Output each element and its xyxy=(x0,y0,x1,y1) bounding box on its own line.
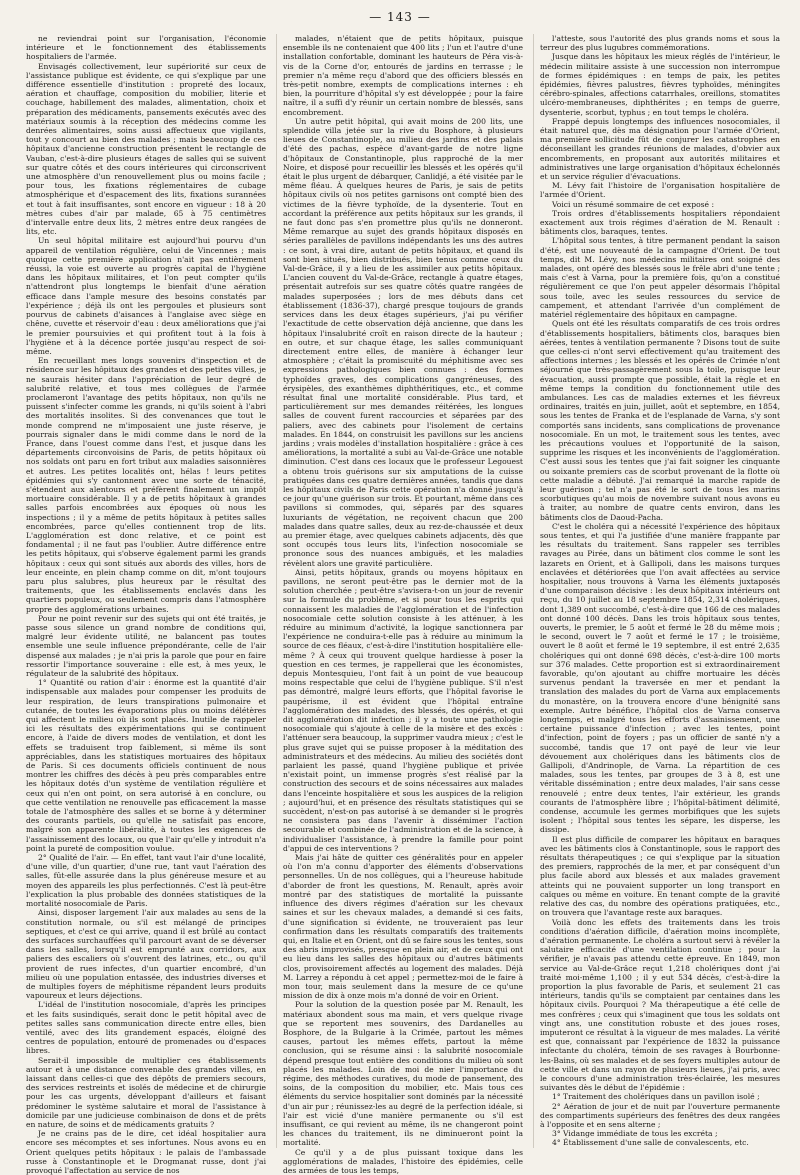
paragraph: Mais j'ai hâte de quitter ces généralités pour en appeler où l'on m'a connu d'apporter des éléments d'observations personnelles. Un de nos collègues, qui a l'heureuse habitude d'aborder de front les questions, M. Renault, après avoir montré par des statistiques de mortalité la puissante influence des divers régimes d'aération sur les chevaux saines et sur les chevaux malades, a demandé si ces faits, d'une signification si évidente, ne trouveraient pas leur confirmation dans les résultats comparatifs des traitements qui, en Italie et en Orient, ont dû se faire sous les tentes, sous des abris improvisés, presque en plein air, et de ceux qui ont eu lieu dans les salles des hôpitaux ou d'autres bâtiments clos, provisoirement affectés au logement des malades. Déjà M. Larrey a répondu à cet appel ; permettez-moi de le faire à mon tour, mais seulement dans la mesure de ce qu'une mission de dix à onze mois m'a donné de voir en Orient. xyxy=(283,853,523,1001)
column-right xyxy=(533,34,780,1148)
paragraph: M. Lévy fait l'histoire de l'organisation hospitalière de l'armée d'Orient. xyxy=(540,181,780,200)
paragraph: Je ne crains pas de le dire, cet idéal hospitalier aura encore ses mécomptes et ses infortunes. Nous avons eu en Orient quelques petits hôpitaux : le palais de l'ambassade russe à Constantinople et le Drogmanat russe, dont j'ai provoqué l'affectation au service de nos xyxy=(26,1129,266,1175)
paragraph: Voilà donc les effets des traitements dans les trois conditions d'aération difficile, d'aération moins incomplète, d'aération permanente. Le choléra a surtout servi à révéler la salutaire efficacité d'une ventilation continue ; pour la vérifier, je n'avais pas attendu cette épreuve. En 1849, mon service au Val-de-Grâce reçut 1,218 cholériques dont j'ai traité moi-même 1,100 ; il y eut 534 décès, c'est-à-dire la proportion la plus favorable de Paris, et seulement 21 cas intérieurs, tandis qu'ils se comptaient par centaines dans les hôpitaux civils. Pourquoi ? Ma thérapeutique a été celle de mes confrères ; ceux qui s'imaginent que tous les soldats ont vingt ans, une constitution robuste et des joues roses, imputeront ce résultat à la vigueur de mes malades. La vérité est que, connaissant par l'expérience de 1832 la puissance infectante du choléra, témoin de ses ravages à Bourbonne-les-Bains, où ses malades et de ses foyers multiples autour de cette ville et dans un rayon de plusieurs lieues, j'ai pris, avec le concours d'une administration très-éclairée, les mesures suivantes dès le début de l'épidémie : xyxy=(540,917,780,1093)
paragraph: Frappé depuis longtemps des influences nosocomiales, il était naturel que, dès ma désignation pour l'armée d'Orient, ma première sollicitude fût de conjurer les catastrophes en déconseillant les grandes réunions de malades, d'obvier aux encombrements, en proposant aux autorités militaires et administratives une large organisation d'hôpitaux échelonnés et un service régulier d'évacuations. xyxy=(540,116,780,182)
paragraph: Trois ordres d'établissements hospitaliers répondaient exactement aux trois régimes d'aération de M. Renault : bâtiments clos, baraques, tentes. xyxy=(540,208,780,237)
paragraph: Un autre petit hôpital, qui avait moins de 200 lits, une splendide villa jetée sur la rive du Bosphore, à plusieurs lieues de Constantinople, au milieu des jardins et des palais d'été des pachas, espèce d'avant-garde de notre ligne d'hôpitaux de Constantinople, plus rapproché de la mer Noire, et disposé pour recueillir les blessés et les opérés qu'il était le plus urgent de débarquer, Canlidjé, a été visitée par le même fléau. À quelques heures de Paris, je sais de petits hôpitaux civils où nos petites garnisons ont compté bien des victimes de la fièvre typhoïde, de la dysenterie. Tout en accordant la préférence aux petits hôpitaux sur les grands, il ne faut donc pas s'en promettre plus qu'ils ne donneront. Même remarque au sujet des grands hôpitaux disposés en séries parallèles de pavillons indépendants les uns des autres : ce sont, à vrai dire, autant de petits hôpitaux, et quand ils sont bien situés, bien distribués, bien tenus comme ceux du Val-de-Grâce, il y a lieu de les assimiler aux petits hôpitaux. L'ancien couvent du Val-de-Grâce, rectangle à quatre étages, présentait autrefois sur ses quatre côtés quatre rangées de malades superposées ; lors de mes débuts dans cet établissement (1836-37), chargé presque toujours de grands services dans les deux étages supérieurs, j'ai pu vérifier l'exactitude de cette observation déjà ancienne, que dans les hôpitaux l'insalubrité croît en raison directe de la hauteur ; en outre, et sur chaque étage, les salles communiquant directement entre elles, de manière à échanger leur atmosphère ; c'était la promiscuité du méphitisme avec ses expressions pathologiques bien connues : des formes typhoïdes graves, des complications gangréneuses, des érysipèles, des exanthèmes diphthéritiques, etc., et comme résultat final une mortalité considérable. Plus tard, et particulièrement sur mes demandes réitérées, les longues salles de couvent furent raccourcies et séparées par des paliers, avec des cabinets pour l'isolement de certains malades. En 1844, on construisit les pavillons sur les anciens jardins ; vrais modèles d'installation hospitalière : grâce à ces améliorations, la mortalité a subi au Val-de-Grâce une notable diminution. C'est dans ces locaux que le professeur Legouest a obtenu trois guérisons sur six amputations de la cuisse pratiquées dans ces quatre dernières années, tandis que dans les hôpitaux civils de Paris cette opération n'a donné jusqu'à ce jour qu'une guérison sur trois. Et pourtant, même dans ces pavillons si commodes, qui, séparés par des squares luxuriants de végétation, ne reçoivent chacun que 200 malades dans quatre salles, deux au rez-de-chaussée et deux au premier étage, avec quelques cabinets adjacents, dès que sont occupés tous leurs lits, l'infection nosocomiale se prononce sous des nuances ambiguës, et les maladies révèlent alors une gravité particulière. xyxy=(283,116,523,568)
paragraph: 4° Établissement d'une salle de convalescents, etc. xyxy=(552,1138,749,1148)
paragraph: L'hôpital sous tentes, à titre permanent pendant la saison d'été, est une nouveauté de la campagne d'Orient. De tout temps, dit M. Lévy, nos médecins militaires ont soigné des malades, ont opéré des blessés sous le frêle abri d'une tente ; mais c'est à Varna, pour la première fois, qu'on a constitué régulièrement ce que l'on peut appeler désormais l'hôpital sous toile, avec les seules ressources du service de campement, et attendant l'arrivée d'un complément de matériel réglementaire des hôpitaux en campagne. xyxy=(540,236,780,320)
paragraph: Ainsi, petits hôpitaux, grands ou moyens hôpitaux en pavillons, ne seront peut-être pas le dernier mot de la solution cherchée ; peut-être s'avisera-t-on un jour de revenir sur la formule du problème, et si pour tous les esprits qui connaissent les maladies de l'agglomération et de l'infection nosocomiale cette solution consiste à les atténuer, à les réduire au minimum d'activité, la logique sanctionnera par l'expérience ne conduira-t-elle pas à réduire au minimum la source de ces fléaux, c'est-à-dire l'institution hospitalière elle-même ? À ceux qui trouvent quelque hardiesse à poser la question en ces termes, je rappellerai que les économistes, depuis Montesquieu, l'ont fait à un point de vue beaucoup moins respectable que celui de l'hygiène publique. S'il n'est pas démontré, malgré leurs efforts, que l'hôpital favorise le paupérisme, il est évident que l'hôpital entraîne l'agglomération des malades, des blessés, des opérés, et qui dit agglomération dit infection ; il y a toute une pathologie nosocomiale qui s'ajoute à celle de la misère et des excès : l'atténuer sera beaucoup, la supprimer vaudra mieux ; c'est le plus grave sujet qui se puisse proposer à la méditation des administrateurs et des médecins. Au milieu des sociétés dont parlaient les passé, quand l'hygiène publique et privée n'existait point, un immense progrès s'est réalisé par la construction des secours et de soins nécessaires aux malades dans l'enceinte hospitalière et sous les auspices de la religion ; aujourd'hui, et en présence des résultats statistiques qui se succèdent, n'est-on pas autorisé à se demander si le progrès ne consistera pas dans l'avenir à dissémimer l'action secourable et combinée de l'administration et de la science, à individualiser l'assistance, à prendre la famille pour point d'appui de ces interventions ? xyxy=(283,567,523,853)
paragraph: 2° Aération de jour et de nuit par l'ouverture permanente des compartiments supérieurs des fenêtres des deux rangées à l'opposite et en sens alterne ; xyxy=(540,1101,780,1129)
paragraph: Serait-il impossible de multiplier ces établissements autour et à une distance convenable des grandes villes, en laissant dans celles-ci que des dépôts de premiers secours, des services restreints et isolés de médecine et de chirurgie pour les cas urgents, développant d'ailleurs et faisant prédominer le système salutaire et moral de l'assistance à domicile par une judicieuse combinaison de dons et de prêts en nature, de soins et de médicaments gratuits ? xyxy=(26,1055,266,1129)
paragraph: 2° Qualité de l'air. — En effet, tant vaut l'air d'une localité, d'une ville, d'un quartier, d'une rue, tant vaut l'aération des salles, fût-elle assurée dans la plus généreuse mesure et au moyen des appareils les plus perfectionnés. C'est là peut-être l'explication la plus probable des données statistiques de la mortalité nosocomiale de Paris. xyxy=(26,853,266,909)
paragraph: Voici un résumé sommaire de cet exposé : xyxy=(552,199,715,209)
paragraph: Ainsi, disposer largement l'air aux malades au sens de la constitution normale, ou s'il est mélangé de principes septiques, et c'est ce qui arrive, quand il est brûlé au contact des surfaces surchauffées qu'il parcourt avant de se déverser dans les salles, lorsqu'il est emprunté aux corridors, aux paliers des escaliers où s'ouvrent des latrines, etc., ou qu'il provient de rues infectes, d'un quartier encombré, d'un milieu où une population entassée, des industries diverses et de multiples foyers de méphitisme répandent leurs produits vapoureux et leurs déjections. xyxy=(26,908,266,1001)
paragraph: Quels ont été les résultats comparatifs de ces trois ordres d'établissements hospitaliers, bâtiments clos, baraques bien aérées, tentes à ventilation permanente ? Disons tout de suite que celles-ci n'ont servi effectivement qu'au traitement des affections internes ; les blessés et les opérés de Crimée n'ont séjourné que très-passagèrement sous la toile, puisque leur évacuation, aussi prompte que possible, était la règle et en même temps la condition du fonctionnement utile des ambulances. Les cas de maladies externes et les fiévreux ordinaires, traités en juin, juillet, août et septembre, en 1854, sous les tentes de Franka et de l'esplanade de Varna, s'y sont comportés sans incidents, sans complications de provenance nosocomiale. En un mot, le traitement sous les tentes, avec les précautions voulues et l'opportunité de la saison, supprime les risques et les inconvénients de l'agglomération. C'est aussi sous les tentes que j'ai fait soigner les cinquante ou soixante premiers cas de scorbut provenant de la flotte où cette maladie a débuté. J'ai remarqué la marche rapide de leur guérison ; tel n'a pas été le sort de tous les marins scorbutiques qu'au mois de novembre suivant nous avons eu à traiter, au nombre de quatre cents environ, dans les bâtiments clos de Daoud-Pacha. xyxy=(540,319,780,522)
paragraph: Il est plus difficile de comparer les hôpitaux en baraques avec les bâtiments clos à Constantinople, sous le rapport des résultats thérapeutiques ; ce qui s'explique par la situation des premiers, rapprochés de la mer, et par conséquent d'un plus facile abord aux blessés et aux malades gravement atteints qui ne pouvaient supporter un long transport en caïques ou même en voiture. En tenant compte de la gravité relative des cas, du nombre des opérations pratiquées, etc., on trouvera que l'avantage reste aux baraques. xyxy=(540,834,780,918)
paragraph: l'atteste, sous l'autorité des plus grands noms et sous la terreur des plus lugubres commémorations. xyxy=(540,34,780,53)
paragraph: En recueillant mes longs souvenirs d'inspection et de résidence sur les hôpitaux des grandes et des petites villes, je ne saurais hésiter dans l'appréciation de leur degré de salubrité relative, et tous mes collègues de l'armée proclameront l'avantage des petits hôpitaux, non qu'ils ne puissent s'infecter comme les grands, ni qu'ils soient à l'abri des mortalités insolites. Si des convenances que tout le monde comprend ne m'imposaient une juste réserve, je pourrais signaler dans le midi comme dans le nord de la France, dans l'ouest comme dans l'est, et jusque dans les départements circonvoisins de Paris, de petits hôpitaux où nos soldats ont paru en fort tribut aux maladies saisonnières et autres. Les petites localités ont, hélas ! leurs petites épidémies qui s'y cantonnent avec une sorte de ténacité, s'étendent aux alentours et préfèrent finalement un impôt mortuaire considérable. Il y a de petits hôpitaux à grandes salles parfois encombrées aux époques où nous les inspections ; il y a même de petits hôpitaux à petites salles encombrées, parce qu'elles contiennent trop de lits. L'agglomération est donc relative, et ce point est fondamental ; il ne faut pas l'oublier. Autre différence entre les petits hôpitaux, qui s'observe également parmi les grands hôpitaux : ceux qui sont situés aux abords des villes, hors de leur enceinte, en plein champ comme on dit, m'ont toujours paru plus salubres, plus heureux par le résultat des traitements, que les établissements enclavés dans les quartiers populeux, ou seulement compris dans l'atmosphère propre des agglomérations urbaines. xyxy=(26,356,266,614)
paragraph: 1° Quantité ou ration d'air : énorme est la quantité d'air indispensable aux malades pour compenser les produits de leur respiration, de leurs transpirations pulmonaire et cutanée, de toutes les évaporations plus ou moins délétères qui affectent le milieu où ils sont placés. Inutile de rappeler ici les résultats des expérimentations qui se continuent encore, à l'aide de divers modes de ventilation, et dont les effets se traduisent trop faiblement, si même ils sont appréciables, dans les statistiques mortuaires des hôpitaux de Paris. Si ces documents officiels continuent de nous montrer les chiffres des décès à peu près comparables entre les hôpitaux dotés d'un système de ventilation régulière et ceux qui n'en ont point, on sera autorisé à en conclure, ou que cette ventilation ne renouvelle pas efficacement la masse totale de l'atmosphère des salles et se borne à y déterminer des courants partiels, ou qu'elle ne satisfait pas encore, malgré son apparente libéralité, à toutes les exigences de l'assainissement des locaux, ou que l'air qu'elle y introduit n'a point la pureté de composition voulue. xyxy=(26,678,266,853)
paragraph: Un seul hôpital militaire est aujourd'hui pourvu d'un appareil de ventilation régulière, celui de Vincennes ; mais quoique cette première application n'ait pas entièrement réussi, la voie est ouverte au progrès capital de l'hygiène dans les hôpitaux militaires, et l'on peut compter qu'ils n'attendront plus longtemps le bienfait d'une aération efficace dans l'ample mesure des besoins constatés par l'expérience ; déjà ils ont les pergoules et plusieurs sont pourvus de cabinets d'aisances à l'anglaise avec siège en chêne, cuvette et réservoir d'eau : deux améliorations que j'ai le premier poursuivies et qui profitent tout à la fois à l'hygiène et à la décence portée jusqu'au respect de soi-même. xyxy=(26,236,266,356)
paragraph: ne reviendrai point sur l'organisation, l'économie intérieure et le fonctionnement des établissements hospitaliers de l'armée. xyxy=(26,34,266,62)
paragraph: malades, n'étaient que de petits hôpitaux, puisque ensemble ils ne contenaient que 400 lits ; l'un et l'autre d'une installation confortable, dominant les hauteurs de Péra vis-à-vis de la Corne d'or, entourés de jardins en terrasse ; le premier n'a même reçu d'abord que des officiers blessés en très-petit nombre, exempts de complications internes : eh bien, la pourriture d'hôpital s'y est développée ; pour la faire naître, il a suffi d'y réunir un certain nombre de blessés, sans encombrement. xyxy=(283,34,523,117)
paragraph: 3° Vidange immédiate de tous les excréta ; xyxy=(552,1129,718,1139)
paragraph: Envisagés collectivement, leur supériorité sur ceux de l'assistance publique est évidente, ce qui s'explique par une différence essentielle d'institution : propreté des locaux, aération et chauffage, composition du mobilier, literie et couchage, habillement des malades, alimentation, choix et préparation des médicaments, pansements exécutés avec des matériaux soumis à la réception des médecins comme les denrées alimentaires, soins aussi affectueux que vigilants, tout y concourt au bien des malades ; mais beaucoup de ces hôpitaux d'ancienne construction présentent le rectangle de Vauban, c'est-à-dire plusieurs étages de salles qui se suivent sur quatre côtés et des cours intérieures qui circonscrivent une atmosphère d'un renouvellement plus ou moins facile ; pour tous, les fixations réglementaires de cubage atmosphérique et d'espacement des lits, fixations surannées et tout à fait insuffisantes, sont encore en vigueur : 18 à 20 mètres cubes d'air par malade, 65 à 75 centimètres d'intervalle entre deux lits, 2 mètres entre deux rangées de lits, etc. xyxy=(26,61,266,237)
column-middle xyxy=(276,34,523,1175)
paragraph: L'idéal de l'institution nosocomiale, d'après les principes et les faits susindiqués, serait donc le petit hôpital avec de petites salles sans communication directe entre elles, bien ventilé, avec des lits grandement espacés, éloigné des centres de population, entouré de promenades ou d'espaces libres. xyxy=(26,1000,266,1056)
paragraph: Ce qu'il y a de plus puissant toxique dans les agglomérations de malades, l'histoire des épidémies, celle des armées de tous les temps, xyxy=(283,1147,523,1175)
paragraph: C'est le choléra qui a nécessité l'expérience des hôpitaux sous tentes, et qui l'a justifiée d'une manière frappante par les résultats du traitement. Sans rappeler ses terribles ravages au Pirée, dans un bâtiment clos comme le sont les lazarets en Orient, et à Gallipoli, dans les maisons turques enclavées et détériorées que l'on avait affectées au service hospitalier, nous trouvons à Varna les éléments juxtaposés d'une comparaison décisive : les deux hôpitaux intérieurs ont reçu, du 10 juillet au 18 septembre 1854, 2,314 cholériques, dont 1,389 ont succombé, c'est-à-dire que 166 de ces malades ont donné 100 décès. Dans les trois hôpitaux sous tentes, ouverts, le premier, le 5 août et fermé le 28 du même mois ; le second, ouvert le 7 août et fermé le 17 ; le troisième, ouvert le 8 août et fermé le 19 septembre, il est entré 2,635 cholériques qui ont donné 698 décès, c'est-à-dire 100 morts sur 376 malades. Cette proportion est si extraordinairement favorable, qu'on ajoutant au chiffre mortuaire les décès survenus pendant la traversée en mer et pendant la translation des malades du port de Varna aux emplacements du monastère, on la trouvera encore d'une bénignité sans exemple. Autre bénéfice, l'hôpital clos de Varna conserva longtemps, et malgré tous les efforts d'assainissement, une certaine puissance d'infection ; avec les tentes, point d'infection, point de foyers ; pas un officier de santé n'y a succombé, tandis que 17 ont payé de leur vie leur dévouement aux cholériques dans les bâtiments clos de Gallipoli, d'Andrinople, de Varna. La répartition de ces malades, sous les tentes, par groupes de 3 à 8, est une véritable dissémination ; entre deux malades, l'air sans cesse renouvelé ; entre deux tentes, l'air extérieur, les grands courants de l'atmosphère libre ; l'hôpital-bâtiment délimité, condense, accumule les germes morbifiques que les sujets isolent ; l'hôpital sous tentes les sépare, les disperse, les dissipe. xyxy=(540,521,780,835)
paragraph: Pour la solution de la question posée par M. Renault, les matériaux abondent sous ma main, et vers quelque rivage que se reportent mes souvenirs, des Dardanelles au Bosphore, de la Bulgarie à la Crimée, partout les mêmes causes, partout les mêmes effets, partout la même conclusion, qui se résume ainsi : la salubrité nosocomiale dépend presque tout entière des conditions du milieu où sont placés les malades. Loin de moi de nier l'importance du régime, des méthodes curatives, du mode de pansement, des soins, de la composition du mobilier, etc. Mais tous ces éléments du service hospitalier sont dominés par la nécessité d'un air pur ; réunissez-les au degré de la perfection idéale, si l'air est vicié d'une manière permanente ou s'il est insuffisant, ce qui revient au même, ils ne changeront point les chances du traitement, ils ne diminueront point la mortalité. xyxy=(283,1000,523,1148)
paragraph: 1° Traitement des cholériques dans un pavillon isolé ; xyxy=(552,1092,760,1102)
paragraph: Jusque dans les hôpitaux les mieux réglés de l'intérieur, le médecin militaire assiste à une succession non interrompue de formes épidémiques : en temps de paix, les petites épidémies, fièvres palustres, fièvres typhoïdes, méningites cérébro-spinales, affections catarrhales, oreillons, stomatites ulcéro-membraneuses, diphthérites ; en temps de guerre, dysenterie, scorbut, typhus ; en tout temps le choléra. xyxy=(540,52,780,117)
page-number: — 143 — xyxy=(369,10,431,24)
paragraph: Pour ne point revenir sur des sujets qui ont été traités, je passe sous silence un grand nombre de conditions qui, malgré leur évidente utilité, ne balancent pas toutes ensemble une seule influence prépondérante, celle de l'air dispensé aux malades ; je n'ai pris la parole que pour en faire ressortir l'importance souveraine : elle est, à mes yeux, le régulateur de la salubrité des hôpitaux. xyxy=(26,613,266,679)
column-left xyxy=(26,34,266,1175)
text-columns xyxy=(26,34,780,1175)
